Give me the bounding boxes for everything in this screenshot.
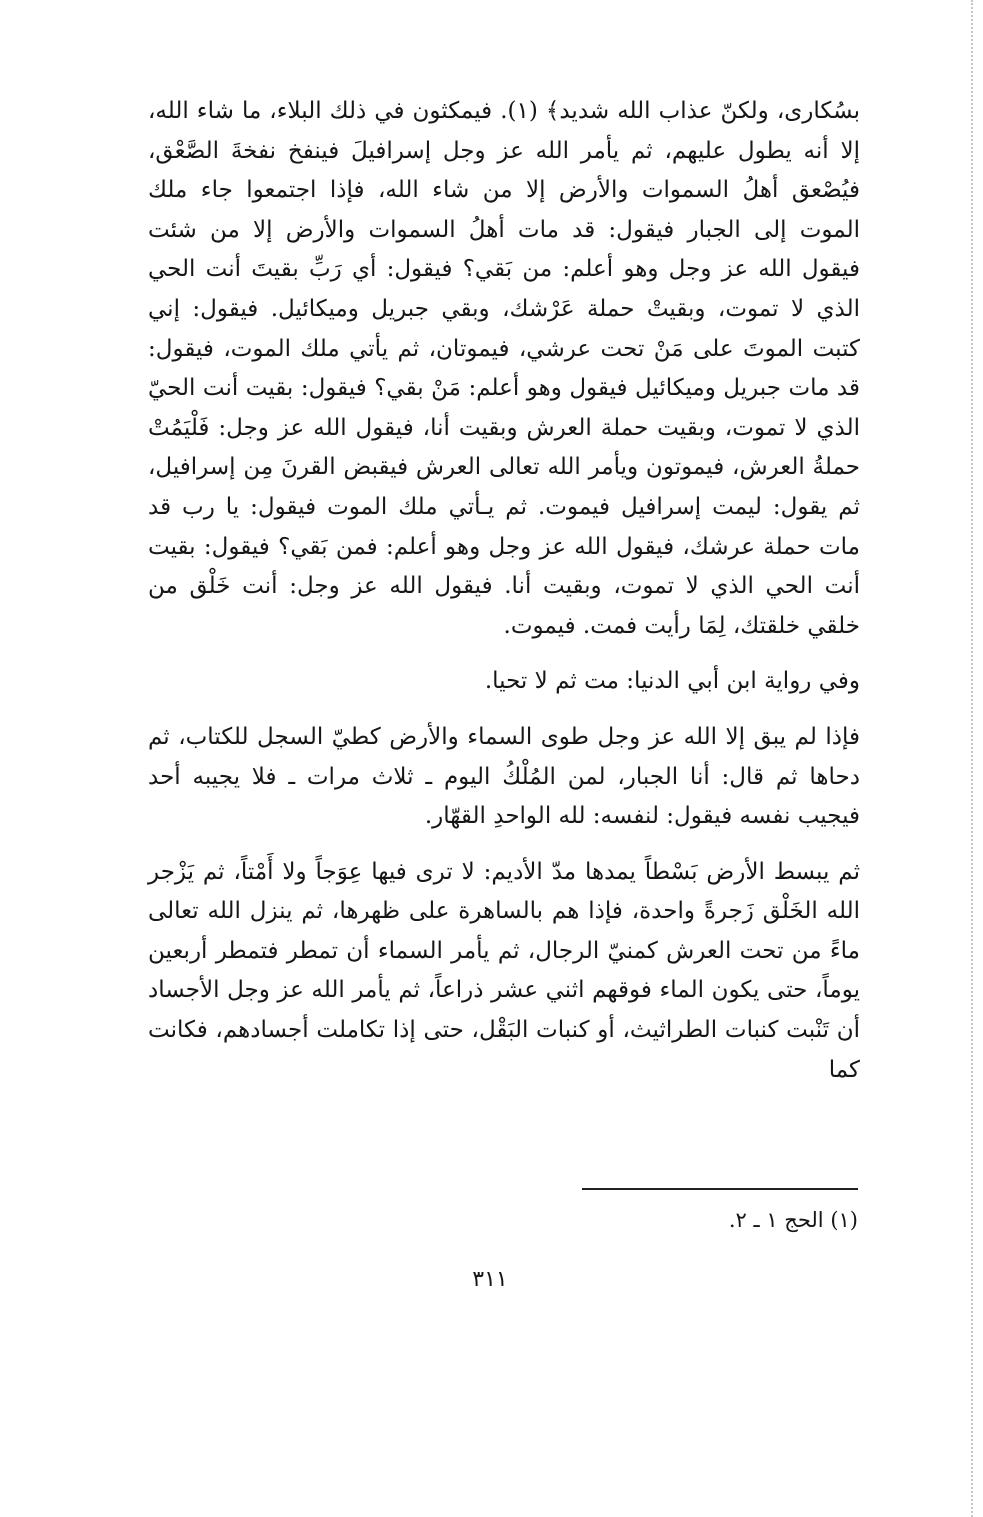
paragraph: وفي رواية ابن أبي الدنيا: مت ثم لا تحيا. [484,668,860,695]
paragraph: ثم يبسط الأرض بَسْطاً يمدها مدّ الأديم: لا ترى فيها عِوَجاً ولا أَمْتاً، ثم يَزْجر الله الخَلْق زَجرةً واحدة، فإذا هم بالساهرة على ظهرها، ثم ينزل الله تعالى ماءً من تحت العرش كمنيّ الرجال، ثم يأمر السماء أن تمطر فتمطر أربعين يوماً، حتى يكون الماء فوقهم اثني عشر ذراعاً، ثم يأمر الله عز وجل الأجساد أن تَنْبت كنبات الطراثيث، أو كنبات البَقْل، حتى إذا تكاملت أجسادهم، فكانت كما [148,858,860,1083]
paragraph: بسُكارى، ولكنّ عذاب الله شديد﴾ (١). فيمكثون في ذلك البلاء، ما شاء الله، إلا أنه يطول عليهم، ثم يأمر الله عز وجل إسرافيلَ فينفخ نفخةَ الصَّعْق، فيُصْعق أهلُ السموات والأرض إلا من شاء الله، فإذا اجتمعوا جاء ملك الموت إلى الجبار فيقول: قد مات أهلُ السموات والأرض إلا من شئت فيقول الله عز وجل وهو أعلم: من بَقي؟ فيقول: أي رَبِّ بقيتَ أنت الحي الذي لا تموت، وبقيتْ حملة عَرْشك، وبقي جبريل وميكائيل. فيقول: إني كتبت الموتَ على مَنْ تحت عرشي، فيموتان، ثم يأتي ملك الموت، فيقول: قد مات جبريل وميكائيل فيقول وهو أعلم: مَنْ بقي؟ فيقول: بقيت أنت الحيّ الذي لا تموت، وبقيت حملة العرش وبقيت أنا، فيقول الله عز وجل: فَلْيَمُتْ حملةُ العرش، فيموتون ويأمر الله تعالى العرش فيقبض القرنَ مِن إسرافيل، ثم يقول: ليمت إسرافيل فيموت. ثم يـأتي ملك الموت فيقول: يا رب قد مات حملة عرشك، فيقول الله عز وجل وهو أعلم: فمن بَقي؟ فيقول: بقيت أنت الحي الذي لا تموت، وبقيت أنا. فيقول الله عز وجل: أنت خَلْق من خلقي خلقتك، لِمَا رأيت فمت. فيموت. [148,98,861,639]
scan-edge-line [971,0,973,1517]
footnote-divider [582,1188,858,1190]
main-text [148,92,860,1090]
page-number: ٣١١ [472,1267,508,1292]
paragraph: فإذا لم يبق إلا الله عز وجل طوى السماء والأرض كطيّ السجل للكتاب، ثم دحاها ثم قال: أنا الجبار، لمن المُلْكُ اليوم ـ ثلاث مرات ـ فلا يجيبه أحد فيجيب نفسه فيقول: لنفسه: لله الواحدِ القهّار. [148,723,860,830]
footnote: (١) الحج ١ ـ ٢. [728,1208,858,1232]
